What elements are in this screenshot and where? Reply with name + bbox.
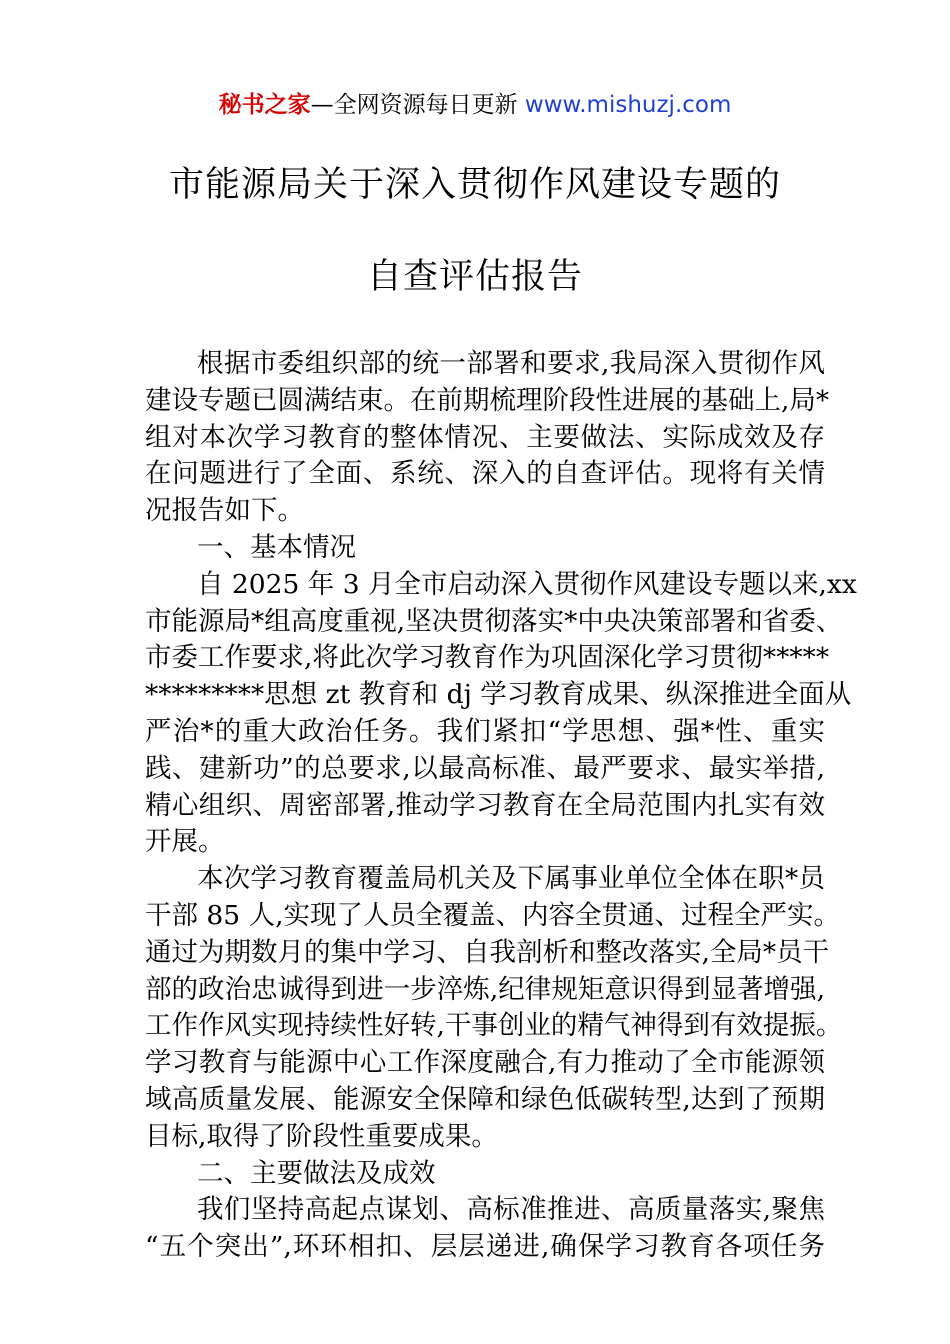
paragraph-line: 况报告如下。: [145, 495, 304, 527]
paragraph-line: 自 2025 年 3 月全市启动深入贯彻作风建设专题以来,xx: [197, 568, 857, 600]
paragraph-line: *********思想 zt 教育和 dj 学习教育成果、纵深推进全面从: [145, 679, 852, 711]
paragraph-line: 学习教育与能源中心工作深度融合,有力推动了全市能源领: [145, 1047, 825, 1079]
paragraph-line: 我们坚持高起点谋划、高标准推进、高质量落实,聚焦: [197, 1194, 825, 1226]
paragraph-line: “五个突出”,环环相扣、层层递进,确保学习教育各项任务: [145, 1231, 825, 1263]
paragraph-line: 市能源局*组高度重视,坚决贯彻落实*中央决策部署和省委、: [145, 605, 843, 637]
site-header: [0, 88, 950, 122]
paragraph-line: 严治*的重大政治任务。我们紧扣“学思想、强*性、重实: [145, 715, 825, 747]
paragraph-line: 工作作风实现持续性好转,干事创业的精气神得到有效提振。: [145, 1010, 843, 1042]
paragraph-line: 市委工作要求,将此次学习教育作为巩固深化学习贯彻*****: [145, 642, 830, 674]
section-heading: 一、基本情况: [197, 531, 356, 563]
site-slogan: —全网资源每日更新: [310, 92, 525, 118]
document-title-line-1: 市能源局关于深入贯彻作风建设专题的: [168, 165, 781, 205]
paragraph-line: 组对本次学习教育的整体情况、主要做法、实际成效及存: [145, 421, 825, 453]
paragraph-line: 在问题进行了全面、系统、深入的自查评估。现将有关情: [145, 458, 825, 490]
paragraph-line: 部的政治忠诚得到进一步淬炼,纪律规矩意识得到显著增强,: [145, 973, 825, 1005]
paragraph-line: 践、建新功”的总要求,以最高标准、最严要求、最实举措,: [145, 752, 825, 784]
paragraph-line: 精心组织、周密部署,推动学习教育在全局范围内扎实有效: [145, 789, 825, 821]
paragraph-line: 干部 85 人,实现了人员全覆盖、内容全贯通、过程全严实。: [145, 899, 840, 931]
document-body: [145, 346, 857, 1266]
paragraph-line: 目标,取得了阶段性重要成果。: [145, 1120, 498, 1152]
document-title-line-2: 自查评估报告: [366, 257, 583, 297]
paragraph-line: 本次学习教育覆盖局机关及下属事业单位全体在职*员: [197, 863, 825, 895]
paragraph-line: 开展。: [145, 826, 225, 858]
paragraph-line: 建设专题已圆满结束。在前期梳理阶段性进展的基础上,局*: [145, 384, 830, 416]
paragraph-line: 根据市委组织部的统一部署和要求,我局深入贯彻作风: [197, 348, 825, 379]
paragraph-line: 通过为期数月的集中学习、自我剖析和整改落实,全局*员干: [145, 936, 830, 968]
site-url-link[interactable]: www.mishuzj.com: [524, 92, 732, 118]
section-heading: 二、主要做法及成效: [197, 1157, 436, 1189]
paragraph-line: 域高质量发展、能源安全保障和绿色低碳转型,达到了预期: [145, 1083, 825, 1115]
site-brand: 秘书之家: [218, 92, 311, 118]
